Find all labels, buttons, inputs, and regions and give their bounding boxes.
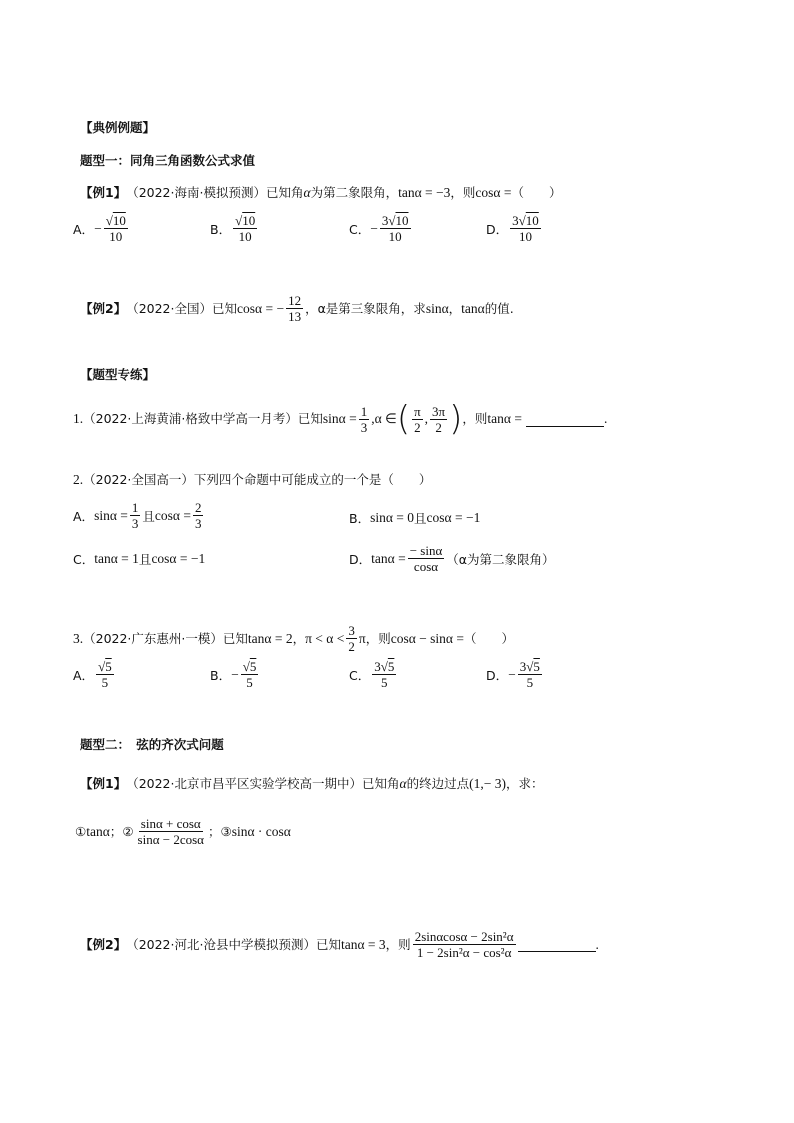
denominator: 2 — [348, 639, 355, 654]
source: （2022·海南·模拟预测） — [126, 185, 266, 200]
math: cosα = − — [237, 300, 285, 316]
coefficient: 3 — [374, 659, 381, 674]
section-heading-examples: 【典例例题】 — [80, 120, 156, 135]
radicand: 10 — [525, 213, 539, 228]
type1-title: 题型一：同角三角函数公式求值 — [80, 153, 256, 168]
numerator: 2sinαcosα − 2sin²α — [414, 929, 514, 944]
text: 且 — [142, 508, 155, 524]
answer-blank[interactable] — [518, 937, 596, 952]
interval-right-paren: ) — [449, 399, 463, 439]
math: cosα = −1 — [151, 551, 206, 566]
math: tanα = — [371, 550, 406, 566]
practice-problem-3 — [73, 623, 514, 654]
fraction — [430, 404, 447, 435]
coefficient: 3 — [519, 659, 527, 674]
radicand: 10 — [242, 213, 256, 228]
radicand: 10 — [112, 213, 126, 228]
example-tag: 【例2】 — [80, 300, 127, 316]
fraction — [412, 404, 423, 435]
denominator: 3 — [131, 516, 139, 531]
coefficient: 3 — [381, 213, 389, 228]
option-letter: C． — [349, 221, 371, 237]
example-tag: 【例1】 — [80, 185, 127, 200]
text: ； — [208, 823, 221, 839]
source: （2022·上海黄浦·格致中学高一月考） — [83, 411, 298, 426]
fraction: $\frac{3√10}{10}$ — [381, 213, 409, 244]
text: 且 — [414, 511, 427, 526]
text: ，则 — [462, 411, 488, 426]
denominator: 2 — [414, 419, 421, 435]
option-letter: D． — [486, 221, 509, 237]
denominator: 1 − 2sin²α − cos²α — [416, 945, 512, 960]
denominator: 2 — [435, 419, 442, 435]
example4-question — [80, 929, 599, 960]
radicand: 5 — [533, 659, 540, 674]
option-letter: A． — [73, 508, 95, 524]
option-letter: C． — [73, 552, 95, 567]
circled-number: ① — [75, 823, 87, 839]
denominator: 5 — [246, 675, 253, 690]
math: sinα · cosα — [231, 823, 291, 839]
text: 已知角 — [362, 776, 400, 791]
math: cosα = −1 — [426, 510, 481, 525]
denominator: 10 — [518, 229, 532, 244]
example3-question — [80, 775, 544, 793]
option-letter: A． — [73, 221, 95, 237]
text: 下列四个命题中可能成立的一个是（ ） — [193, 472, 432, 487]
option-b — [210, 213, 259, 244]
example-tag: 【例1】 — [80, 776, 127, 791]
comma: , — [424, 411, 429, 426]
denominator: 10 — [109, 229, 123, 244]
text: 的终边过点 — [406, 776, 470, 791]
sign: − — [370, 220, 378, 236]
math: cosα = — [475, 185, 512, 200]
answer-paren: （ ） — [511, 185, 562, 200]
sign: − — [508, 666, 516, 682]
math: sinα — [425, 300, 449, 316]
radicand: 5 — [387, 659, 395, 674]
type2-title: 题型二： 弦的齐次式问题 — [80, 737, 224, 752]
source: （2022·北京市昌平区实验学校高一期中） — [126, 776, 362, 791]
denominator: 3 — [360, 419, 368, 435]
answer-blank[interactable] — [526, 412, 604, 427]
option-letter: B． — [349, 511, 371, 526]
text: ， — [448, 300, 462, 316]
math: sinα = — [94, 507, 128, 523]
denominator: 5 — [381, 675, 388, 690]
text: 的值. — [484, 300, 514, 316]
denominator: cosα — [413, 559, 439, 574]
problem-number: 2. — [73, 472, 84, 487]
fraction — [359, 404, 370, 435]
math: (1,− 3) — [469, 776, 506, 791]
math: tanα = −3 — [398, 185, 451, 200]
math: tanα = 1 — [94, 551, 139, 566]
text: （α为第二象限角） — [446, 551, 555, 567]
section-heading-practice: 【题型专练】 — [80, 367, 156, 382]
example3-subquestions — [75, 816, 291, 847]
text: 为第二象限角， — [310, 185, 399, 200]
fraction — [193, 500, 204, 531]
math: π — [358, 630, 366, 646]
math: π < α < — [305, 630, 345, 646]
math: tanα = — [487, 411, 522, 426]
source: （2022·河北·沧县中学模拟预测） — [126, 936, 316, 952]
text: 已知角 — [265, 185, 304, 200]
denominator: 3 — [194, 516, 202, 531]
option-d — [349, 543, 555, 574]
source: （2022·全国） — [126, 300, 212, 316]
fraction: $\frac{3√10}{10}$ — [512, 213, 539, 244]
option-b — [349, 509, 480, 527]
circled-number: ③ — [220, 823, 232, 839]
numerator: 12 — [288, 293, 302, 308]
radicand: 5 — [249, 659, 257, 674]
source: （2022·全国高一） — [83, 472, 194, 487]
sign: − — [231, 666, 239, 682]
fraction: $\frac{√10}{10}$ — [235, 213, 256, 244]
option-letter: A． — [73, 667, 95, 683]
text: ，则 — [450, 185, 476, 200]
answer-paren: （ ） — [463, 630, 514, 646]
denominator: 13 — [288, 309, 302, 324]
fraction: $\frac{3√5}{5}$ — [374, 659, 395, 690]
math: tanα — [86, 823, 110, 839]
coefficient: 3 — [512, 213, 519, 228]
math: tanα — [461, 300, 485, 316]
interval-left-paren: ( — [396, 399, 411, 439]
practice-problem-1 — [73, 399, 608, 439]
option-b — [210, 659, 260, 690]
text: ，则 — [385, 936, 411, 952]
fraction — [413, 929, 516, 960]
numerator: π — [414, 403, 421, 419]
option-a — [73, 213, 130, 244]
numerator: 1 — [360, 403, 368, 419]
option-letter: B． — [210, 221, 232, 237]
denominator: 5 — [526, 675, 534, 690]
fraction: $\frac{√5}{5}$ — [98, 659, 112, 690]
option-letter: D． — [349, 551, 372, 567]
numerator: sinα + cosα — [140, 816, 201, 831]
radicand: 5 — [105, 659, 112, 674]
text: 已知 — [315, 936, 341, 952]
radicand: 10 — [395, 213, 409, 228]
text: 已知 — [222, 630, 248, 646]
denominator: 10 — [388, 229, 402, 244]
period: . — [603, 411, 608, 426]
fraction — [408, 543, 445, 574]
problem-number: 1. — [73, 411, 84, 426]
math: sinα = 0 — [370, 510, 415, 525]
denominator: 10 — [238, 229, 252, 244]
example-tag: 【例2】 — [80, 936, 127, 952]
math: cosα − sinα = — [390, 630, 464, 646]
denominator: sinα − 2cosα — [137, 832, 204, 847]
option-a — [73, 500, 205, 531]
fraction: $\frac{√5}{5}$ — [242, 659, 257, 690]
math: α — [303, 185, 311, 200]
fraction — [130, 500, 141, 531]
numerator: − sinα — [409, 543, 443, 558]
text: ； — [109, 823, 123, 839]
example1-question — [80, 184, 561, 202]
option-d — [486, 659, 544, 690]
period: . — [595, 936, 599, 952]
practice-problem-2 — [73, 471, 431, 489]
text: 已知 — [212, 300, 238, 316]
option-c — [349, 659, 398, 690]
text: ， — [292, 630, 306, 646]
example2-question — [80, 293, 514, 324]
option-a — [73, 659, 116, 690]
numerator: 3 — [348, 623, 355, 638]
fraction — [286, 293, 303, 324]
math: sinα = — [322, 411, 357, 426]
option-letter: B． — [210, 667, 232, 683]
math: tanα = 3 — [340, 936, 386, 952]
text: ，则 — [365, 630, 391, 646]
math: tanα = 2 — [247, 630, 293, 646]
source: （2022·广东惠州·一模） — [83, 630, 223, 646]
numerator: 1 — [131, 500, 139, 515]
text: ，求： — [505, 776, 544, 791]
fraction — [346, 623, 357, 654]
numerator: 3π — [432, 403, 446, 419]
sign: − — [94, 220, 102, 236]
text: ，α是第三象限角，求 — [305, 300, 426, 316]
math: cosα = — [154, 507, 191, 523]
option-d — [486, 213, 543, 244]
numerator: 2 — [194, 500, 202, 515]
option-letter: D． — [486, 667, 509, 683]
option-c — [349, 213, 413, 244]
problem-number: 3. — [73, 630, 84, 646]
fraction: $\frac{3√5}{5}$ — [519, 659, 540, 690]
fraction: $\frac{√10}{10}$ — [105, 213, 126, 244]
circled-number: ② — [122, 823, 134, 839]
math: α — [399, 776, 407, 791]
text: 且 — [138, 552, 152, 567]
option-letter: C． — [349, 667, 371, 683]
text: 已知 — [297, 411, 323, 426]
math: ,α ∈ — [371, 411, 397, 426]
denominator: 5 — [101, 675, 109, 690]
option-c — [73, 550, 205, 568]
fraction — [136, 816, 206, 847]
